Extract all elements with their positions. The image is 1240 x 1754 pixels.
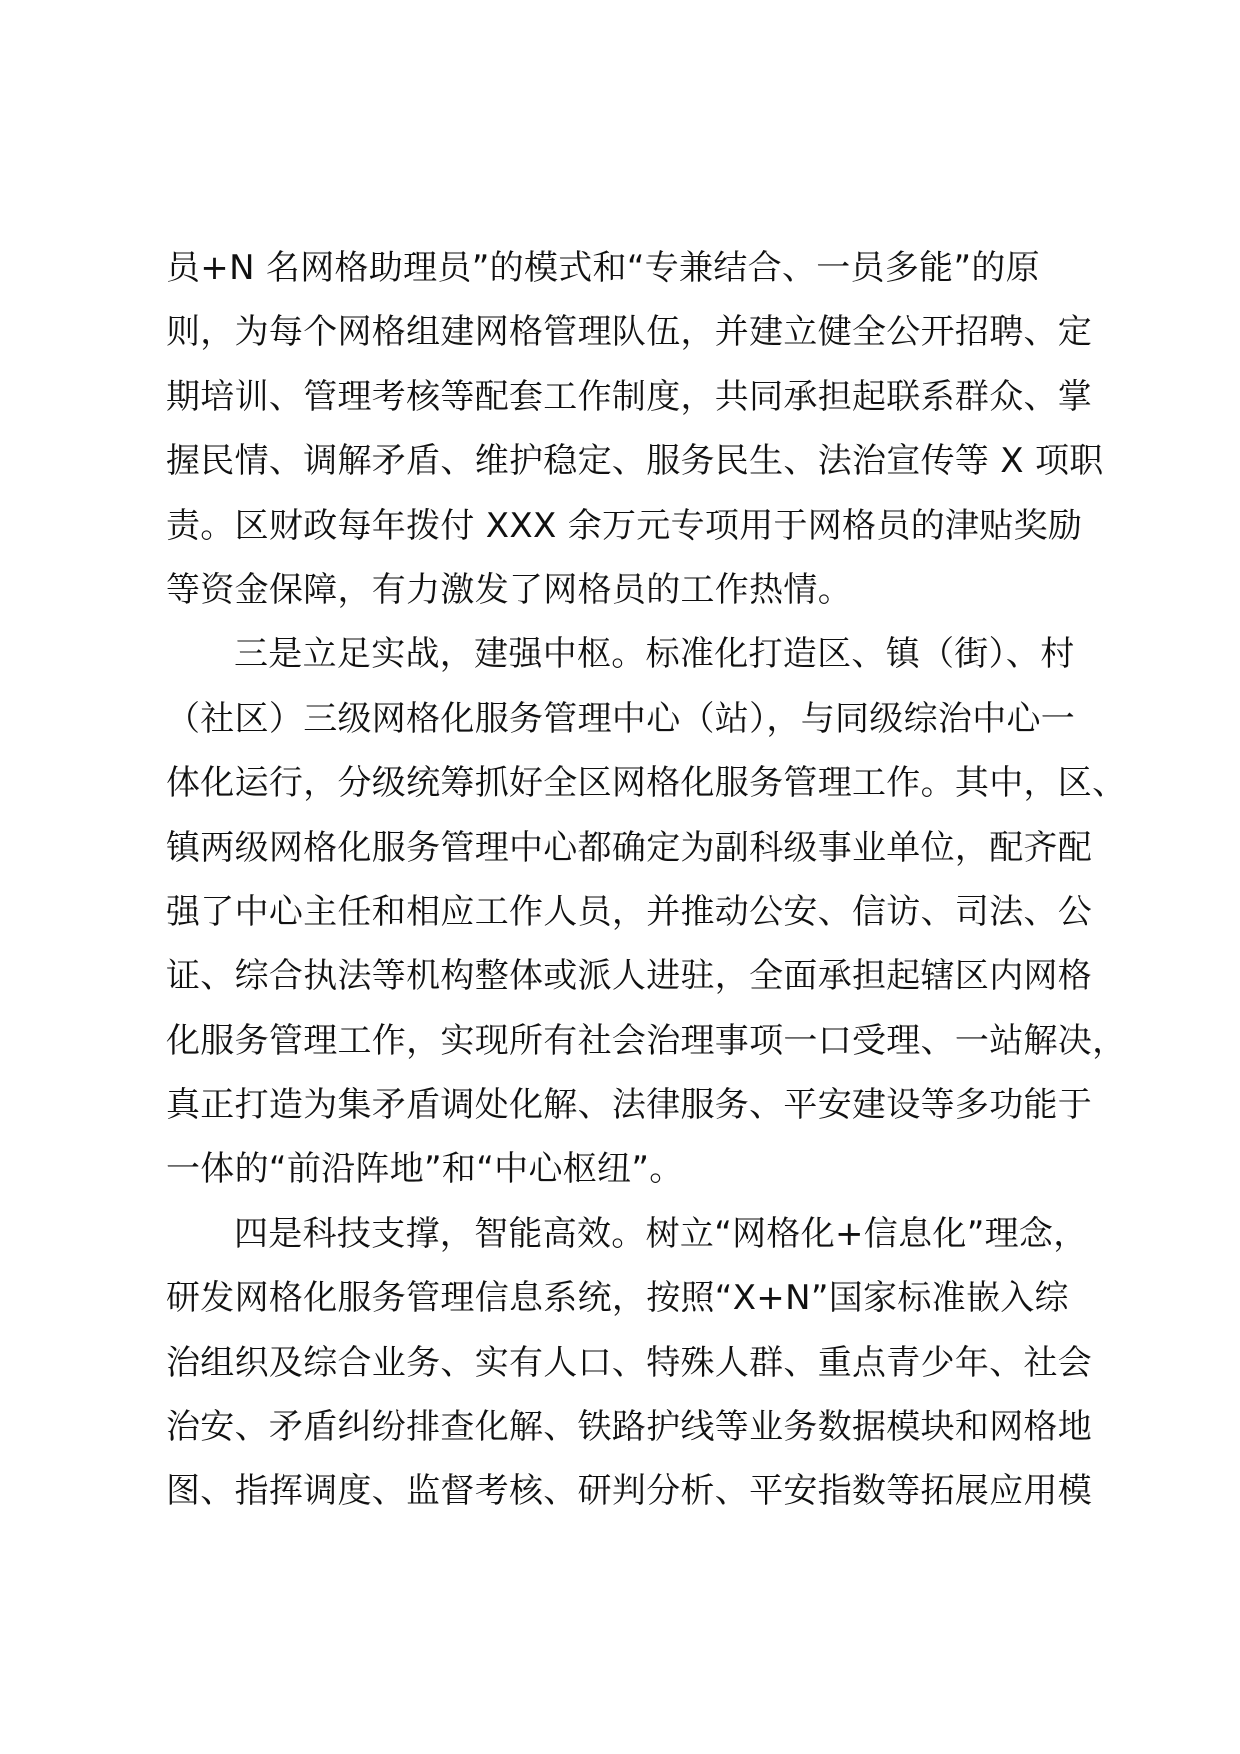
text-line: 镇两级网格化服务管理中心都确定为副科级事业单位，配齐配 [166,827,1093,868]
text-line: 证、综合执法等机构整体或派人进驻，全面承担起辖区内网格 [166,956,1093,997]
text-line: 图、指挥调度、监督考核、研判分析、平安指数等拓展应用模 [166,1471,1093,1512]
text-line: 员+N 名网格助理员”的模式和“专兼结合、一员多能”的原 [166,248,1040,288]
text-line: （社区）三级网格化服务管理中心（站），与同级综治中心一 [166,698,1076,739]
body-text [166,236,1127,1524]
text-line: 体化运行，分级统筹抓好全区网格化服务管理工作。其中，区、 [166,763,1127,804]
text-line: 一体的“前沿阵地”和“中心枢纽”。 [166,1149,684,1190]
text-line: 等资金保障，有力激发了网格员的工作热情。 [166,569,852,610]
paragraph-start-line: 三是立足实战，建强中枢。标准化打造区、镇（街）、村 [234,634,1075,675]
text-line: 则，为每个网格组建网格管理队伍，并建立健全公开招聘、定 [166,312,1093,353]
text-line: 治组织及综合业务、实有人口、特殊人群、重点青少年、社会 [166,1342,1093,1383]
text-line: 期培训、管理考核等配套工作制度，共同承担起联系群众、掌 [166,376,1093,417]
text-line: 握民情、调解矛盾、维护稳定、服务民生、法治宣传等 X 项职 [166,441,1104,482]
text-line: 化服务管理工作，实现所有社会治理事项一口受理、一站解决， [166,1020,1127,1061]
text-line: 责。区财政每年拨付 XXX 余万元专项用于网格员的津贴奖励 [166,505,1083,546]
text-line: 治安、矛盾纠纷排查化解、铁路护线等业务数据模块和网格地 [166,1407,1093,1448]
text-line: 强了中心主任和相应工作人员，并推动公安、信访、司法、公 [166,891,1093,932]
text-line: 研发网格化服务管理信息系统，按照“X+N”国家标准嵌入综 [166,1278,1069,1319]
text-line: 真正打造为集矛盾调处化解、法律服务、平安建设等多功能于 [166,1085,1093,1126]
paragraph-start-line: 四是科技支撑，智能高效。树立“网格化+信息化”理念， [234,1213,1088,1254]
